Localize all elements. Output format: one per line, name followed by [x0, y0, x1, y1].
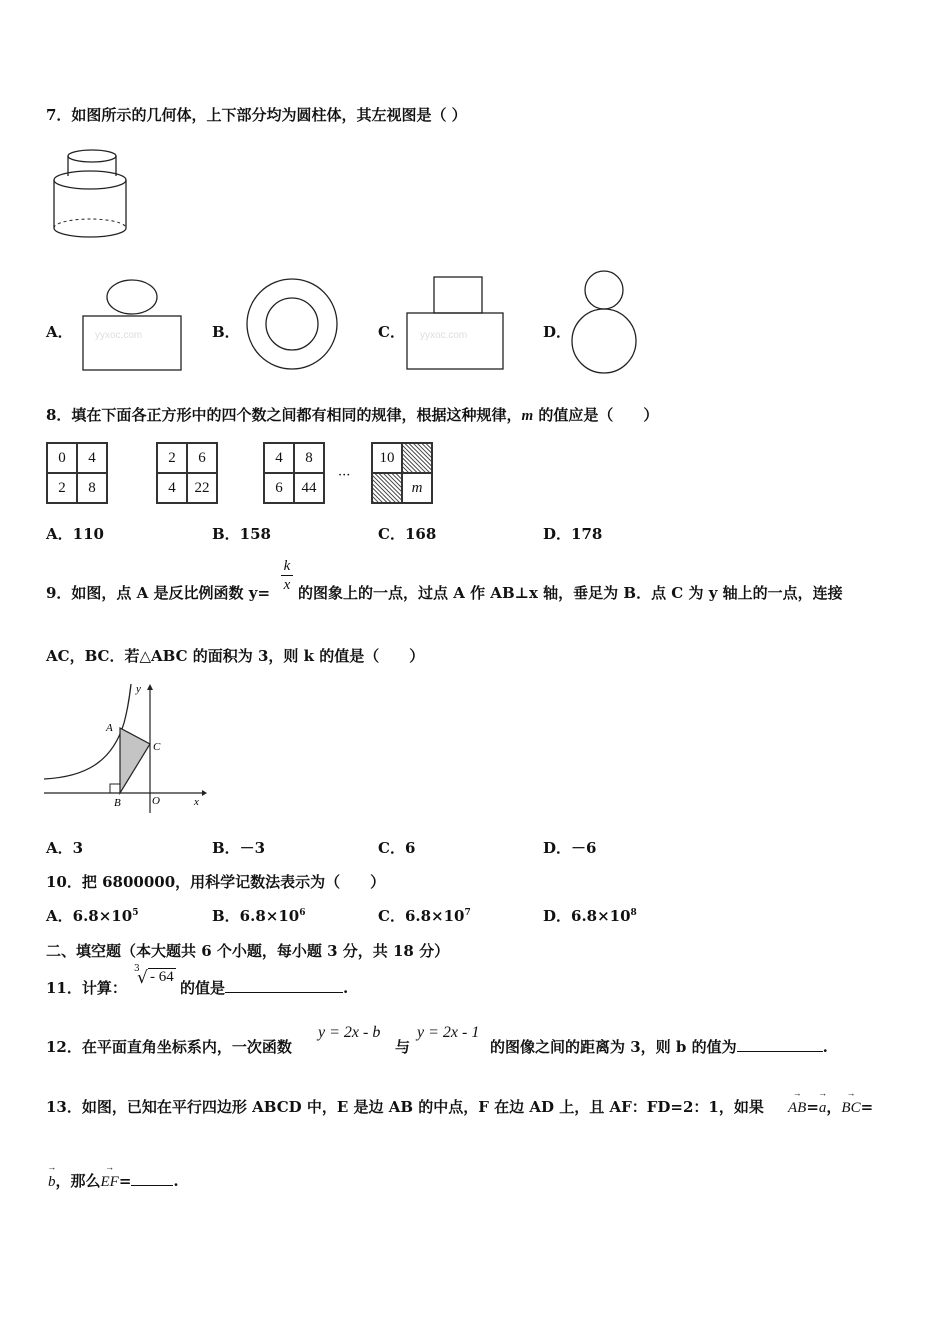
- q10-text: 10．把 6800000，用科学记数法表示为（ ）: [46, 873, 386, 891]
- q9-label-o: O: [152, 795, 160, 807]
- q11-radicand: - 64: [150, 969, 174, 985]
- q7-option-a-figure: [80, 278, 186, 374]
- q10-option-a: A．$6.8\times 10^5$: [46, 907, 139, 925]
- q13-text-line1: 13．如图，已知在平行四边形 ABCD 中，E 是边 AB 的中点，F 在边 AD 上，且 AF：FD=2：1，如果: [46, 1098, 764, 1116]
- q8-square-2-cell: 6: [187, 443, 217, 473]
- q8-square-4-cell-m: m: [402, 473, 432, 503]
- q8-square-4-hatched-cell: [372, 473, 402, 503]
- q8-ellipsis: ···: [338, 468, 351, 483]
- q8-option-a: A．110: [46, 525, 104, 543]
- q7-option-b-figure: [244, 276, 340, 372]
- q9-option-a: A．3: [46, 839, 84, 857]
- q9-option-b: B．－3: [212, 839, 266, 857]
- q8-square-1-cell: 0: [47, 443, 77, 473]
- q8-square-2: [156, 442, 218, 504]
- q9-fraction: [281, 557, 293, 594]
- q8-square-2-cell: 4: [157, 473, 187, 503]
- q9-label-c: C: [153, 741, 161, 753]
- q9-fraction-numerator: k: [283, 558, 291, 574]
- q7-option-c-figure: [404, 274, 508, 374]
- q9-graph: [44, 678, 209, 818]
- q8-square-1: [46, 442, 108, 504]
- q8-square-4-cell: 10: [372, 443, 402, 473]
- q13-vector-a: → a: [819, 1100, 827, 1117]
- q12-equation-1: y = 2x - b: [318, 1024, 381, 1041]
- q11-answer-blank[interactable]: [225, 992, 343, 993]
- q10-option-c: C．$6.8\times 10^7$: [378, 907, 471, 925]
- q11-radical-index: 3: [134, 964, 140, 974]
- q7-option-a-label: A．: [46, 323, 73, 341]
- q7-text: 7．如图所示的几何体，上下部分均为圆柱体，其左视图是（ ）: [46, 106, 467, 124]
- q8-square-2-cell: 2: [157, 443, 187, 473]
- q9-label-b: B: [114, 797, 121, 809]
- q8-option-d: D．178: [543, 525, 603, 543]
- q8-square-3: [263, 442, 325, 504]
- q13-text-line2: → b，那么→ EF= .: [48, 1170, 179, 1191]
- q13-vector-ef: → EF: [101, 1174, 119, 1191]
- q9-text-line1-rest: 的图象上的一点，过点 A 作 AB⊥x 轴，垂足为 B．点 C 为 y 轴上的一点，连接: [298, 584, 843, 602]
- q11-text: 11．计算：: [46, 979, 127, 997]
- q9-label-y: y: [136, 683, 141, 695]
- q9-label-x: x: [194, 796, 199, 808]
- q7-option-b-label: B．: [212, 323, 240, 341]
- q13-vector-b: → b: [48, 1174, 56, 1191]
- q12-text-rest: 的图像之间的距离为 3，则 b 的值为 .: [490, 1038, 828, 1056]
- q13-vector-condition: → AB=→ a，→ BC=: [788, 1096, 873, 1117]
- q9-option-d: D．－6: [543, 839, 597, 857]
- q7-solid-figure: [48, 146, 138, 246]
- q8-square-1-cell: 8: [77, 473, 107, 503]
- q10-option-d: D．$6.8\times 10^8$: [543, 907, 637, 925]
- q7-option-c-label: C．: [378, 323, 405, 341]
- q11-text-rest: 的值是 .: [180, 979, 349, 997]
- q8-square-3-cell: 4: [264, 443, 294, 473]
- q8-square-1-cell: 4: [77, 443, 107, 473]
- q8-square-3-cell: 8: [294, 443, 324, 473]
- q12-equation-2: y = 2x - 1: [417, 1024, 480, 1041]
- q12-answer-blank[interactable]: [737, 1051, 823, 1052]
- q7-watermark-a: yyxoc.com: [95, 330, 143, 341]
- q10-option-b: B．$6.8\times 10^6$: [212, 907, 306, 925]
- q8-square-4: [371, 442, 433, 504]
- q8-option-b: B．158: [212, 525, 271, 543]
- q12-text: 12．在平面直角坐标系内，一次函数: [46, 1038, 292, 1056]
- q13-vector-bc: → BC: [841, 1100, 860, 1117]
- q13-answer-blank[interactable]: [131, 1185, 173, 1186]
- q8-square-2-cell: 22: [187, 473, 217, 503]
- q9-text-line2: AC，BC．若△ABC 的面积为 3，则 k 的值是（ ）: [46, 647, 425, 665]
- q8-text: 8．填在下面各正方形中的四个数之间都有相同的规律，根据这种规律，m 的值应是（ ）: [46, 406, 659, 424]
- q9-label-a: A: [106, 722, 113, 734]
- q13-vector-ab: → AB: [788, 1100, 806, 1117]
- q9-fraction-denominator: x: [283, 577, 291, 593]
- q8-square-1-cell: 2: [47, 473, 77, 503]
- q8-square-3-cell: 44: [294, 473, 324, 503]
- q11-radical-sign: √: [137, 968, 148, 988]
- q8-square-3-cell: 6: [264, 473, 294, 503]
- section-2-heading: 二、填空题（本大题共 6 个小题，每小题 3 分，共 18 分）: [46, 942, 450, 960]
- q12-connector: 与: [395, 1038, 411, 1056]
- q9-text-line1: 9．如图，点 A 是反比例函数 y=: [46, 584, 271, 602]
- q8-option-c: C．168: [378, 525, 437, 543]
- q7-watermark-c: yyxoc.com: [420, 330, 468, 341]
- q9-option-c: C．6: [378, 839, 416, 857]
- q7-option-d-figure: [570, 268, 642, 378]
- q7-option-d-label: D．: [543, 323, 572, 341]
- q8-square-4-hatched-cell: [402, 443, 432, 473]
